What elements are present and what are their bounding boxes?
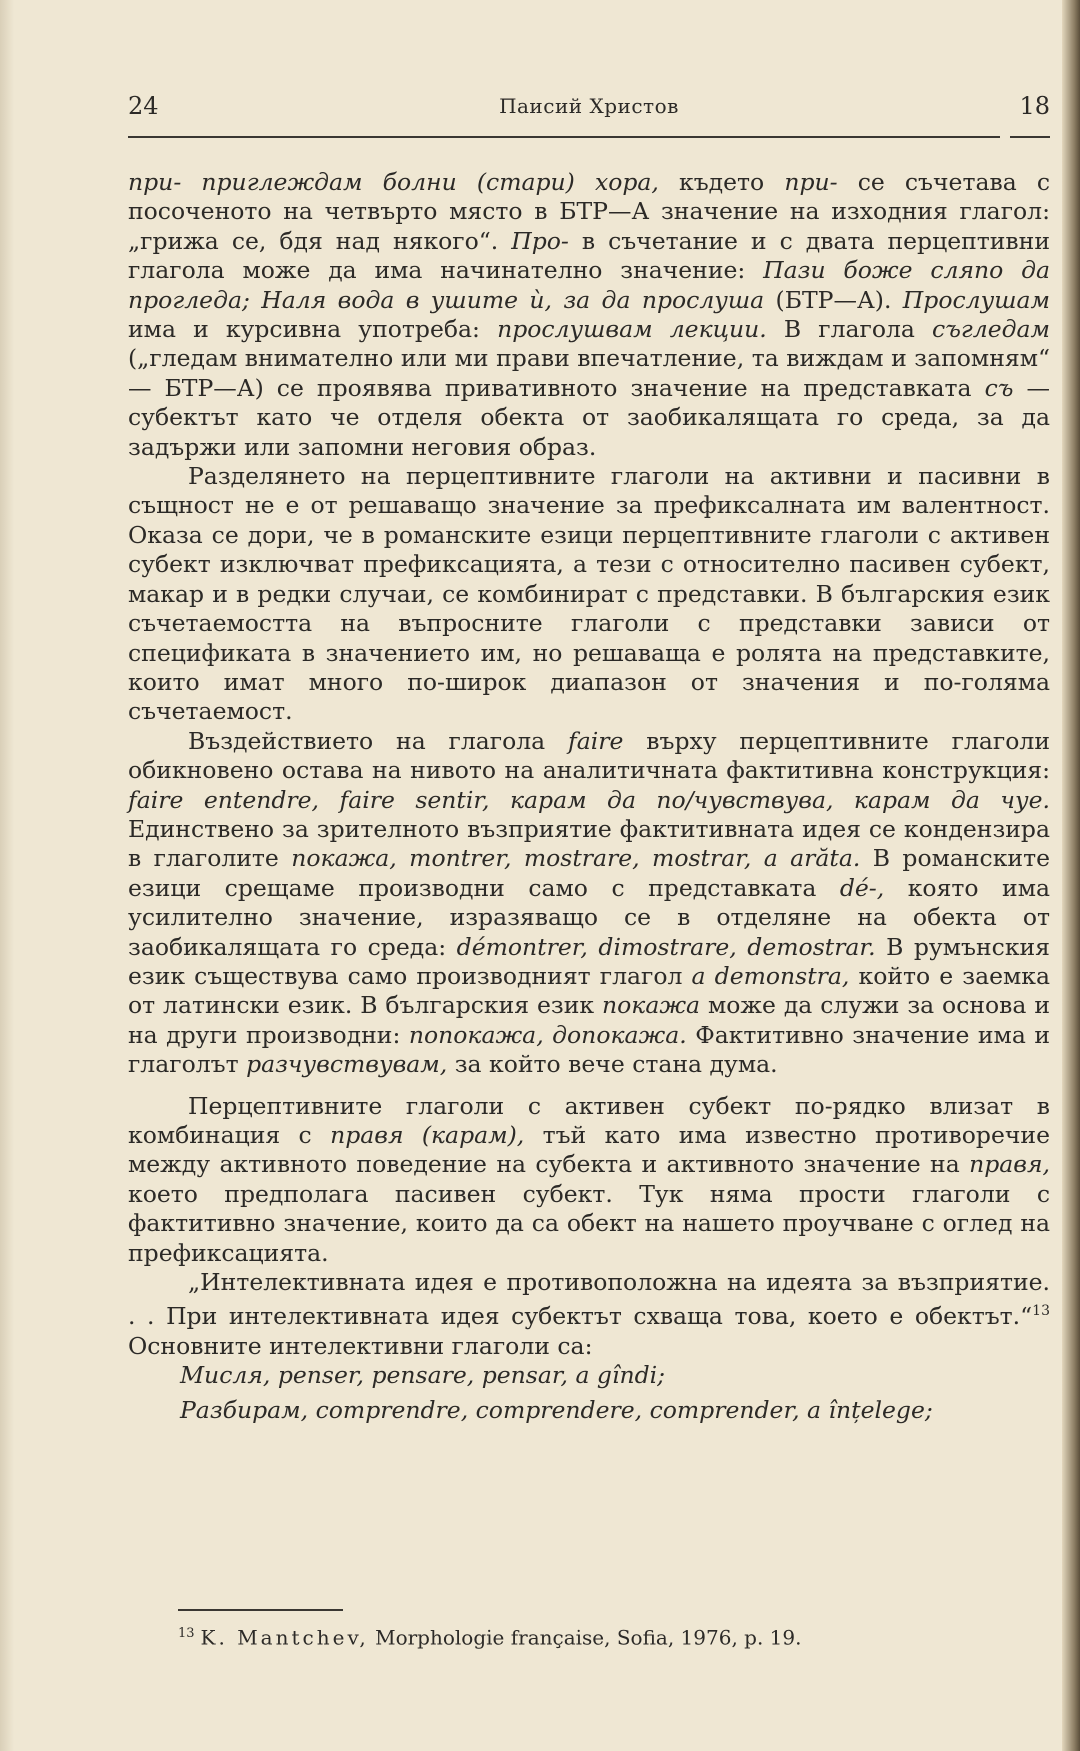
paragraph-4: Перцептивните глаголи с активен субект по-рядко влизат в комбинация с правя (карам), тъй като има известно противоречие между активното поведение на субекта и активното значение на правя, което предполага пасивен субект. Тук няма прости глаголи с фактитивно значение, които да са обект на нашето проучване с оглед на префиксацията. bbox=[128, 1091, 1050, 1267]
footnote-ref: 13 bbox=[1032, 1303, 1050, 1320]
page-number: 24 bbox=[128, 92, 159, 120]
paragraph-3: Въздействието на глагола faire върху перцептивните глаголи обикновено остава на нивото на аналитичната фактитивна конструкция: faire entendre, faire sentir, карам да по/чувствува, карам да чуе. Единствено за зрителното възприятие фактитивната идея се кондензира в глаголите покажа, montrer, mostrare, mostrar, a arăta. В романските езици срещаме производни само с представката dé-, която има усилително значение, изразяващо се в отделяне на обекта от заобикалящата го среда: démontrer, dimostrare, demostrar. В румънския език съществува само производният глагол a demonstra, който е заемка от латински език. В българския език покажа може да служи за основа и на други производни: попокажа, допокажа. Фактитивно значение има и глаголът разчувствувам, за който вече стана дума. bbox=[128, 726, 1050, 1079]
header-rule-end bbox=[1010, 136, 1050, 138]
running-header bbox=[128, 92, 1050, 126]
paragraph-1: при- приглеждам болни (стари) хора, където при- се съчетава с посоченото на четвърто място в БТР—А значение на изходния глагол: „грижа се, бдя над някого“. Про- в съчетание и с двата перцептивни глагола може да има начинателно значение: Пази боже сляпо да прогледа; Наля вода в ушите ѝ, за да прослуша (БТР—А). Прослушам има и курсивна употреба: прослушвам лекции. В глагола съгледам („гледам внимателно или ми прави впечатление, та виждам и запомням“ — БТР—А) се проявява привативното значение на представката съ — субектът като че отделя обекта от заобикалящата го среда, за да задържи или запомни неговия образ. bbox=[128, 168, 1050, 461]
page-left-edge bbox=[0, 0, 14, 1751]
header-rule bbox=[128, 136, 1000, 138]
signature-mark: 18 bbox=[1019, 92, 1050, 120]
italic-phrase: при- приглеждам болни (стари) хора, bbox=[128, 168, 659, 196]
verb-list-line-2: Разбирам, comprendre, comprendere, comprender, a înțelege; bbox=[180, 1396, 933, 1425]
verb-list-line-1: Мисля, penser, pensare, pensar, a gîndi; bbox=[180, 1361, 666, 1390]
book-spine-edge bbox=[1062, 0, 1080, 1751]
running-head-author: Паисий Христов bbox=[499, 94, 679, 118]
footnote bbox=[178, 1621, 1028, 1651]
footnote-author: K. Mantchev, bbox=[200, 1625, 369, 1650]
paragraph-5: „Интелективната идея е противоположна на идеята за възприятие. . . При интелективната идея субектът схваща това, което е обектът.“$^{13}$ Основните интелективни глаголи са: bbox=[128, 1268, 1050, 1360]
paragraph-2: Разделянето на перцептивните глаголи на активни и пасивни в същност не е от решаващо значение за префиксалната им валентност. Оказа се дори, че в романските езици перцептивните глаголи с активен субект изключват префиксацията, а тези с относително пасивен субект, макар и в редки случаи, се комбинират с представки. В българския език съчетаемостта на въпросните глаголи с представки зависи от спецификата в значението им, но решаваща е ролята на представките, които имат много по-широк диапазон от значения и по-голяма съчетаемост. bbox=[128, 462, 1050, 726]
footnote-marker: 13 bbox=[178, 1626, 195, 1641]
body-text bbox=[128, 168, 1050, 1426]
footnote-rule bbox=[178, 1609, 343, 1611]
footnote-text: Morphologie française, Sofia, 1976, p. 19. bbox=[368, 1625, 802, 1650]
